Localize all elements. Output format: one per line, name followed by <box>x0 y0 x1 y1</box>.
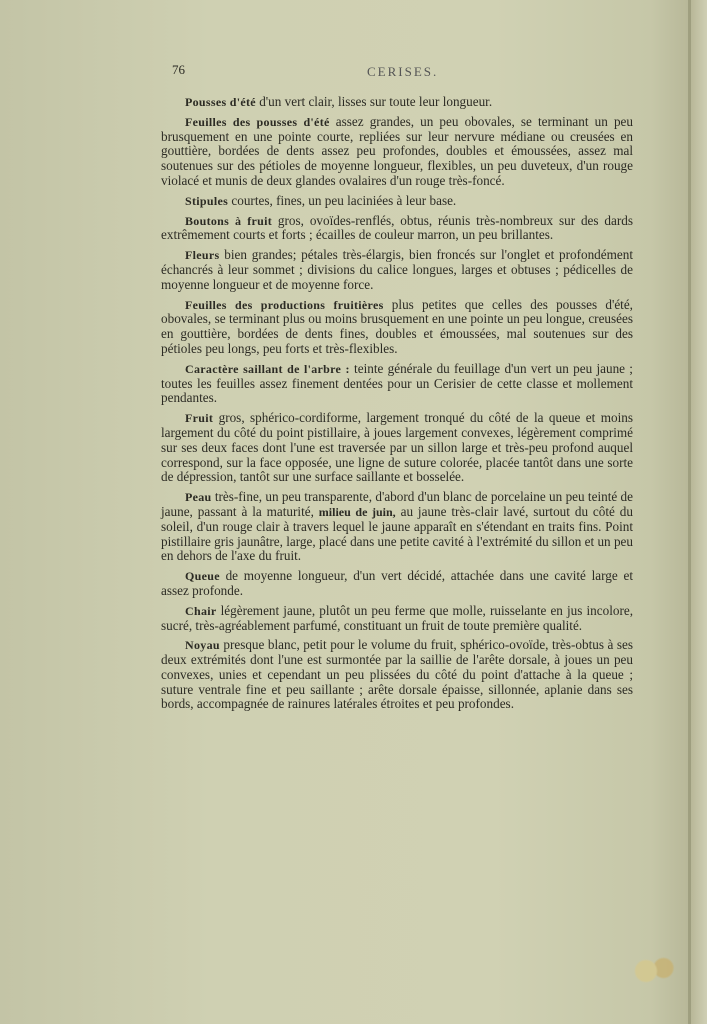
paragraph-lead: Fleurs <box>185 248 220 263</box>
paragraph-text: bien grandes; pétales très-élargis, bien froncés sur l'onglet et profondément échancrés à leur sommet ; divisions du calice longues, larges et obtuses ; pédicelles de moyenne longueur et de moyenne force. <box>161 247 633 292</box>
bleed-through-illustration <box>618 935 688 995</box>
paragraph-lead: Feuilles des pousses d'été <box>185 114 330 129</box>
paragraph-lead: Chair <box>185 603 217 618</box>
paragraph-text: de moyenne longueur, d'un vert décidé, attachée dans une cavité large et assez profonde. <box>161 568 633 598</box>
paragraph-text: teinte générale du feuillage d'un vert un peu jaune ; toutes les feuilles assez finement dentées pour un Cerisier de cette classe et mollement pendantes. <box>161 360 633 406</box>
paragraph-text: courtes, fines, un peu laciniées à leur base. <box>228 192 457 208</box>
paragraph-noyau <box>161 638 633 712</box>
paragraph-text: assez grandes, un peu obovales, se terminant un peu brusquement en une pointe courte, repliées sur leur nervure médiane ou creusées en gouttière, bordées de dents assez peu profondes, doubles et émoussées, assez mal soutenues sur des pétioles de moyenne longueur, flexibles, un peu duveteux, d'un rouge violacé et munis de deux glandes ovalaires d'un rouge très-foncé. <box>161 113 633 188</box>
paragraph-fruit <box>161 411 633 485</box>
paragraph-lead: Pousses d'été <box>185 95 256 109</box>
page-number: 76 <box>172 62 185 77</box>
paragraph-text: très-fine, un peu transparente, d'abord d'un blanc de porcelaine un peu teinté de jaune, passant à la maturité, <box>161 489 633 519</box>
paragraph-text: d'un vert clair, lisses sur toute leur longueur. <box>255 94 493 109</box>
paragraph-lead: Noyau <box>185 638 220 653</box>
page-body <box>161 95 633 717</box>
paragraph-chair <box>161 604 633 634</box>
paragraph-text: gros, ovoïdes-renflés, obtus, réunis très-nombreux sur des dards extrêmement courts et forts ; écailles de couleur marron, un peu brillantes. <box>161 212 633 243</box>
page-header <box>172 62 632 82</box>
paragraph-lead: Stipules <box>185 193 229 208</box>
paragraph-text: au jaune très-clair lavé, surtout du côté du soleil, d'un rouge clair à travers lequel le jaune apparaît en s'étendant en traits fins. Point pistillaire gris jaunâtre, large, placé dans une petite cavité à l'extrémité du sillon et un peu en dehors de l'axe du fruit. <box>161 503 633 564</box>
page-edge <box>688 0 691 1024</box>
paragraph-boutons <box>161 214 633 244</box>
paragraph-text: gros, sphérico-cordiforme, largement tronqué du côté de la queue et moins largement du côté du point pistillaire, à joues largement convexes, légèrement comprimé sur ses deux faces dont l'une est traversée par un sillon large et très-peu profond auquel correspond, sur la face opposée, une ligne de suture colorée, placée tantôt dans une sorte de dépression, tantôt sur une surface saillante et bosselée. <box>161 410 633 485</box>
paragraph-lead: Boutons à fruit <box>185 213 273 228</box>
paragraph-fleurs <box>161 248 633 292</box>
paragraph-text: plus petites que celles des pousses d'été, obovales, se terminant plus ou moins brusquement en une pointe un peu longue, creusées en gouttière, bordées de dents fines, doubles et émoussées, mal soutenues sur des pétioles peu longs, peu forts et très-flexibles. <box>161 296 633 356</box>
paragraph-emphasis: milieu de juin, <box>318 504 396 519</box>
book-gutter <box>691 0 707 1024</box>
paragraph-pousses <box>161 95 633 110</box>
paragraph-lead: Caractère saillant de l'arbre : <box>185 361 350 376</box>
paragraph-lead: Feuilles des productions fruitières <box>185 297 384 312</box>
paragraph-lead: Fruit <box>185 411 214 426</box>
paragraph-text: légèrement jaune, plutôt un peu ferme que molle, ruisselante en jus incolore, sucré, très-agréablement parfumé, constituant un fruit de toute première qualité. <box>161 602 633 633</box>
paragraph-lead: Peau <box>185 490 212 505</box>
paragraph-feuilles-productions <box>161 298 633 357</box>
paragraph-caractere <box>161 362 633 406</box>
paragraph-lead: Queue <box>185 569 220 584</box>
paragraph-queue <box>161 569 633 599</box>
paragraph-text: presque blanc, petit pour le volume du fruit, sphérico-ovoïde, très-obtus à ses deux extrémités dont l'une est surmontée par la saillie de l'arête dorsale, à joues un peu convexes, unies et cependant un peu plissées du côté du point d'attache à la queue ; suture ventrale fine et peu saillante ; arête dorsale épaisse, sillonnée, aplanie dans ses bords, accompagnée de rainures latérales étroites et peu profondes. <box>161 637 633 712</box>
paragraph-peau <box>161 490 633 564</box>
paragraph-feuilles-pousses <box>161 115 633 189</box>
paragraph-stipules <box>161 194 633 209</box>
running-head: CERISES. <box>367 64 439 79</box>
